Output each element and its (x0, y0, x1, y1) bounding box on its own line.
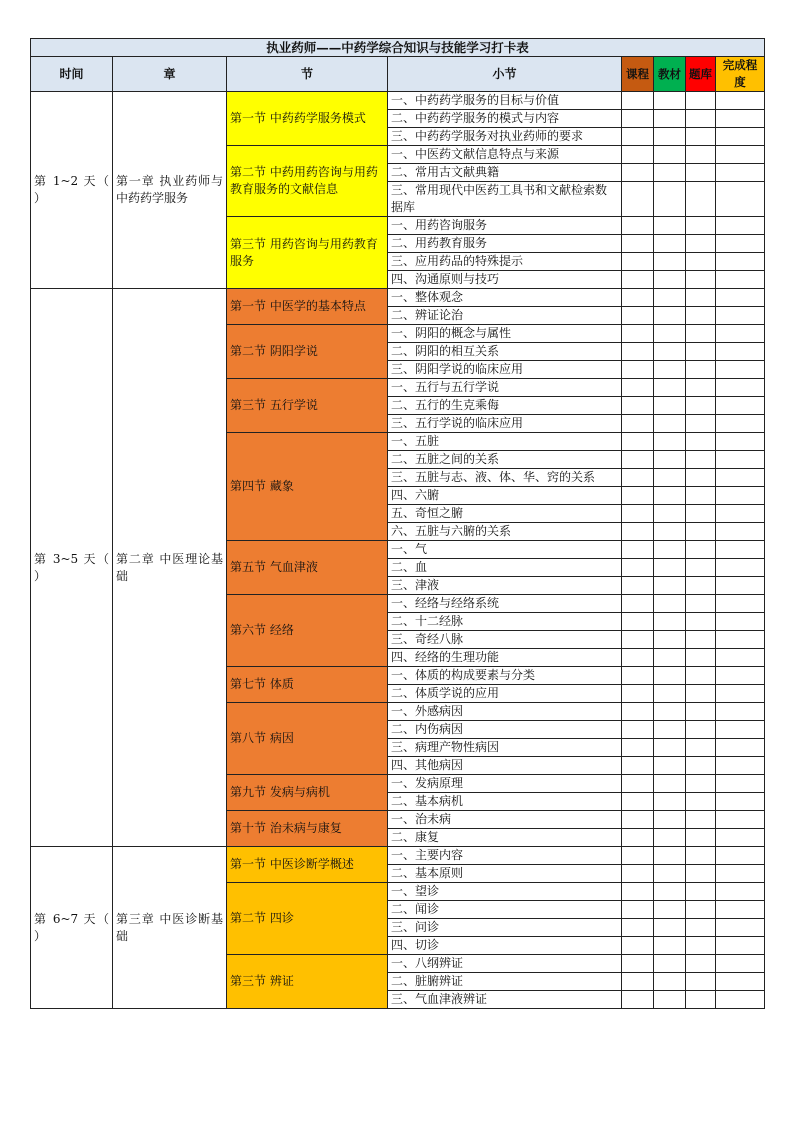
subsection-item: 二、十二经脉 (388, 613, 622, 631)
subsection-item: 二、内伤病因 (388, 721, 622, 739)
completion-check-box[interactable] (716, 433, 765, 451)
table-row (31, 289, 765, 307)
subsection-item: 二、基本病机 (388, 793, 622, 811)
section-title: 第二节 四诊 (227, 883, 388, 955)
textbook-check-box[interactable] (654, 667, 686, 685)
course-check-box[interactable] (622, 631, 654, 649)
subsection-item: 三、问诊 (388, 919, 622, 937)
course-check-box[interactable] (622, 973, 654, 991)
completion-check-box[interactable] (716, 271, 765, 289)
subsection-item: 二、脏腑辨证 (388, 973, 622, 991)
textbook-check-box[interactable] (654, 289, 686, 307)
question-bank-check-box[interactable] (686, 865, 716, 883)
textbook-check-box[interactable] (654, 541, 686, 559)
section-title: 第五节 气血津液 (227, 541, 388, 595)
textbook-check-box[interactable] (654, 182, 686, 217)
chapter-title: 第二章 中医理论基础 (113, 289, 227, 847)
textbook-check-box[interactable] (654, 829, 686, 847)
subsection-item: 一、体质的构成要素与分类 (388, 667, 622, 685)
subsection-item: 四、其他病因 (388, 757, 622, 775)
question-bank-check-box[interactable] (686, 505, 716, 523)
textbook-check-box[interactable] (654, 523, 686, 541)
completion-check-box[interactable] (716, 361, 765, 379)
course-check-box[interactable] (622, 289, 654, 307)
completion-check-box[interactable] (716, 811, 765, 829)
subsection-item: 二、基本原则 (388, 865, 622, 883)
textbook-check-box[interactable] (654, 253, 686, 271)
textbook-check-box[interactable] (654, 128, 686, 146)
textbook-check-box[interactable] (654, 757, 686, 775)
subsection-item: 二、血 (388, 559, 622, 577)
day-range: 第 1~2 天（ ） (31, 92, 113, 289)
header-course: 课程 (622, 57, 654, 92)
course-check-box[interactable] (622, 253, 654, 271)
course-check-box[interactable] (622, 901, 654, 919)
subsection-item: 六、五脏与六腑的关系 (388, 523, 622, 541)
subsection-item: 一、八纲辨证 (388, 955, 622, 973)
completion-check-box[interactable] (716, 613, 765, 631)
completion-check-box[interactable] (716, 235, 765, 253)
question-bank-check-box[interactable] (686, 128, 716, 146)
subsection-item: 一、治未病 (388, 811, 622, 829)
textbook-check-box[interactable] (654, 559, 686, 577)
question-bank-check-box[interactable] (686, 253, 716, 271)
header-textbook: 教材 (654, 57, 686, 92)
subsection-item: 一、主要内容 (388, 847, 622, 865)
subsection-item: 三、奇经八脉 (388, 631, 622, 649)
question-bank-check-box[interactable] (686, 397, 716, 415)
course-check-box[interactable] (622, 613, 654, 631)
course-check-box[interactable] (622, 271, 654, 289)
course-check-box[interactable] (622, 757, 654, 775)
section-title: 第八节 病因 (227, 703, 388, 775)
question-bank-check-box[interactable] (686, 235, 716, 253)
subsection-item: 四、经络的生理功能 (388, 649, 622, 667)
textbook-check-box[interactable] (654, 415, 686, 433)
course-check-box[interactable] (622, 110, 654, 128)
subsection-item: 三、常用现代中医药工具书和文献检索数据库 (388, 182, 622, 217)
subsection-item: 一、外感病因 (388, 703, 622, 721)
course-check-box[interactable] (622, 307, 654, 325)
completion-check-box[interactable] (716, 469, 765, 487)
textbook-check-box[interactable] (654, 901, 686, 919)
textbook-check-box[interactable] (654, 577, 686, 595)
table-row (31, 847, 765, 865)
completion-check-box[interactable] (716, 721, 765, 739)
question-bank-check-box[interactable] (686, 217, 716, 235)
subsection-item: 三、应用药品的特殊提示 (388, 253, 622, 271)
textbook-check-box[interactable] (654, 865, 686, 883)
completion-check-box[interactable] (716, 793, 765, 811)
textbook-check-box[interactable] (654, 379, 686, 397)
completion-check-box[interactable] (716, 703, 765, 721)
course-check-box[interactable] (622, 577, 654, 595)
subsection-item: 三、气血津液辨证 (388, 991, 622, 1009)
course-check-box[interactable] (622, 595, 654, 613)
textbook-check-box[interactable] (654, 793, 686, 811)
course-check-box[interactable] (622, 433, 654, 451)
course-check-box[interactable] (622, 325, 654, 343)
course-check-box[interactable] (622, 361, 654, 379)
question-bank-check-box[interactable] (686, 559, 716, 577)
section-title: 第一节 中药药学服务模式 (227, 92, 388, 146)
textbook-check-box[interactable] (654, 146, 686, 164)
section-title: 第三节 五行学说 (227, 379, 388, 433)
course-check-box[interactable] (622, 955, 654, 973)
subsection-item: 一、五脏 (388, 433, 622, 451)
question-bank-check-box[interactable] (686, 955, 716, 973)
completion-check-box[interactable] (716, 685, 765, 703)
question-bank-check-box[interactable] (686, 146, 716, 164)
question-bank-check-box[interactable] (686, 937, 716, 955)
course-check-box[interactable] (622, 415, 654, 433)
course-check-box[interactable] (622, 505, 654, 523)
textbook-check-box[interactable] (654, 343, 686, 361)
completion-check-box[interactable] (716, 505, 765, 523)
subsection-item: 一、中医药文献信息特点与来源 (388, 146, 622, 164)
question-bank-check-box[interactable] (686, 973, 716, 991)
course-check-box[interactable] (622, 739, 654, 757)
question-bank-check-box[interactable] (686, 631, 716, 649)
completion-check-box[interactable] (716, 919, 765, 937)
completion-check-box[interactable] (716, 164, 765, 182)
textbook-check-box[interactable] (654, 307, 686, 325)
question-bank-check-box[interactable] (686, 487, 716, 505)
completion-check-box[interactable] (716, 829, 765, 847)
textbook-check-box[interactable] (654, 883, 686, 901)
subsection-item: 三、中药药学服务对执业药师的要求 (388, 128, 622, 146)
completion-check-box[interactable] (716, 253, 765, 271)
completion-check-box[interactable] (716, 182, 765, 217)
subsection-item: 一、经络与经络系统 (388, 595, 622, 613)
question-bank-check-box[interactable] (686, 901, 716, 919)
question-bank-check-box[interactable] (686, 649, 716, 667)
subsection-item: 三、病理产物性病因 (388, 739, 622, 757)
subsection-item: 四、沟通原则与技巧 (388, 271, 622, 289)
subsection-item: 一、气 (388, 541, 622, 559)
subsection-item: 二、闻诊 (388, 901, 622, 919)
question-bank-check-box[interactable] (686, 847, 716, 865)
textbook-check-box[interactable] (654, 847, 686, 865)
course-check-box[interactable] (622, 775, 654, 793)
course-check-box[interactable] (622, 379, 654, 397)
subsection-item: 三、五行学说的临床应用 (388, 415, 622, 433)
subsection-item: 二、康复 (388, 829, 622, 847)
question-bank-check-box[interactable] (686, 271, 716, 289)
course-check-box[interactable] (622, 164, 654, 182)
table-row (31, 92, 765, 110)
section-title: 第二节 阴阳学说 (227, 325, 388, 379)
textbook-check-box[interactable] (654, 325, 686, 343)
course-check-box[interactable] (622, 541, 654, 559)
course-check-box[interactable] (622, 685, 654, 703)
course-check-box[interactable] (622, 146, 654, 164)
subsection-item: 一、阴阳的概念与属性 (388, 325, 622, 343)
chapter-title: 第一章 执业药师与中药药学服务 (113, 92, 227, 289)
completion-check-box[interactable] (716, 487, 765, 505)
question-bank-check-box[interactable] (686, 325, 716, 343)
textbook-check-box[interactable] (654, 631, 686, 649)
question-bank-check-box[interactable] (686, 883, 716, 901)
section-title: 第一节 中医学的基本特点 (227, 289, 388, 325)
question-bank-check-box[interactable] (686, 721, 716, 739)
completion-check-box[interactable] (716, 973, 765, 991)
textbook-check-box[interactable] (654, 649, 686, 667)
question-bank-check-box[interactable] (686, 110, 716, 128)
question-bank-check-box[interactable] (686, 541, 716, 559)
course-check-box[interactable] (622, 793, 654, 811)
textbook-check-box[interactable] (654, 469, 686, 487)
table-body (31, 92, 765, 1009)
textbook-check-box[interactable] (654, 973, 686, 991)
course-check-box[interactable] (622, 451, 654, 469)
textbook-check-box[interactable] (654, 164, 686, 182)
question-bank-check-box[interactable] (686, 451, 716, 469)
subsection-item: 三、阴阳学说的临床应用 (388, 361, 622, 379)
textbook-check-box[interactable] (654, 685, 686, 703)
subsection-item: 三、五脏与志、液、体、华、窍的关系 (388, 469, 622, 487)
question-bank-check-box[interactable] (686, 92, 716, 110)
question-bank-check-box[interactable] (686, 289, 716, 307)
textbook-check-box[interactable] (654, 955, 686, 973)
subsection-item: 四、六腑 (388, 487, 622, 505)
question-bank-check-box[interactable] (686, 811, 716, 829)
course-check-box[interactable] (622, 128, 654, 146)
day-range: 第 6~7 天（ ） (31, 847, 113, 1009)
textbook-check-box[interactable] (654, 451, 686, 469)
subsection-item: 二、辨证论治 (388, 307, 622, 325)
course-check-box[interactable] (622, 487, 654, 505)
question-bank-check-box[interactable] (686, 703, 716, 721)
course-check-box[interactable] (622, 235, 654, 253)
completion-check-box[interactable] (716, 559, 765, 577)
course-check-box[interactable] (622, 991, 654, 1009)
completion-check-box[interactable] (716, 217, 765, 235)
textbook-check-box[interactable] (654, 433, 686, 451)
course-check-box[interactable] (622, 865, 654, 883)
question-bank-check-box[interactable] (686, 595, 716, 613)
header-completion: 完成程度 (716, 57, 765, 92)
completion-check-box[interactable] (716, 92, 765, 110)
subsection-item: 二、五脏之间的关系 (388, 451, 622, 469)
course-check-box[interactable] (622, 721, 654, 739)
question-bank-check-box[interactable] (686, 793, 716, 811)
subsection-item: 二、常用古文献典籍 (388, 164, 622, 182)
subsection-item: 一、发病原理 (388, 775, 622, 793)
textbook-check-box[interactable] (654, 739, 686, 757)
completion-check-box[interactable] (716, 901, 765, 919)
completion-check-box[interactable] (716, 541, 765, 559)
subsection-item: 二、中药药学服务的模式与内容 (388, 110, 622, 128)
textbook-check-box[interactable] (654, 703, 686, 721)
section-title: 第二节 中药用药咨询与用药教育服务的文献信息 (227, 146, 388, 217)
completion-check-box[interactable] (716, 955, 765, 973)
question-bank-check-box[interactable] (686, 739, 716, 757)
completion-check-box[interactable] (716, 128, 765, 146)
textbook-check-box[interactable] (654, 217, 686, 235)
subsection-item: 一、用药咨询服务 (388, 217, 622, 235)
completion-check-box[interactable] (716, 146, 765, 164)
section-title: 第九节 发病与病机 (227, 775, 388, 811)
header-subsection: 小节 (388, 57, 622, 92)
question-bank-check-box[interactable] (686, 379, 716, 397)
completion-check-box[interactable] (716, 577, 765, 595)
course-check-box[interactable] (622, 703, 654, 721)
course-check-box[interactable] (622, 523, 654, 541)
course-check-box[interactable] (622, 829, 654, 847)
completion-check-box[interactable] (716, 631, 765, 649)
subsection-item: 二、用药教育服务 (388, 235, 622, 253)
day-range: 第 3~5 天（ ） (31, 289, 113, 847)
question-bank-check-box[interactable] (686, 829, 716, 847)
subsection-item: 二、体质学说的应用 (388, 685, 622, 703)
course-check-box[interactable] (622, 559, 654, 577)
completion-check-box[interactable] (716, 667, 765, 685)
completion-check-box[interactable] (716, 847, 765, 865)
study-checkin-table (30, 38, 765, 1009)
course-check-box[interactable] (622, 667, 654, 685)
subsection-item: 一、五行与五行学说 (388, 379, 622, 397)
completion-check-box[interactable] (716, 397, 765, 415)
subsection-item: 一、中药药学服务的目标与价值 (388, 92, 622, 110)
course-check-box[interactable] (622, 811, 654, 829)
question-bank-check-box[interactable] (686, 361, 716, 379)
header-section: 节 (227, 57, 388, 92)
completion-check-box[interactable] (716, 883, 765, 901)
completion-check-box[interactable] (716, 523, 765, 541)
question-bank-check-box[interactable] (686, 307, 716, 325)
question-bank-check-box[interactable] (686, 343, 716, 361)
textbook-check-box[interactable] (654, 991, 686, 1009)
header-time: 时间 (31, 57, 113, 92)
textbook-check-box[interactable] (654, 937, 686, 955)
textbook-check-box[interactable] (654, 92, 686, 110)
textbook-check-box[interactable] (654, 595, 686, 613)
completion-check-box[interactable] (716, 937, 765, 955)
question-bank-check-box[interactable] (686, 991, 716, 1009)
subsection-item: 一、望诊 (388, 883, 622, 901)
course-check-box[interactable] (622, 343, 654, 361)
completion-check-box[interactable] (716, 991, 765, 1009)
course-check-box[interactable] (622, 937, 654, 955)
textbook-check-box[interactable] (654, 721, 686, 739)
question-bank-check-box[interactable] (686, 433, 716, 451)
textbook-check-box[interactable] (654, 613, 686, 631)
question-bank-check-box[interactable] (686, 415, 716, 433)
completion-check-box[interactable] (716, 325, 765, 343)
section-title: 第三节 辨证 (227, 955, 388, 1009)
completion-check-box[interactable] (716, 415, 765, 433)
subsection-item: 四、切诊 (388, 937, 622, 955)
course-check-box[interactable] (622, 883, 654, 901)
header-question-bank: 题库 (686, 57, 716, 92)
textbook-check-box[interactable] (654, 811, 686, 829)
textbook-check-box[interactable] (654, 271, 686, 289)
textbook-check-box[interactable] (654, 775, 686, 793)
question-bank-check-box[interactable] (686, 919, 716, 937)
subsection-item: 一、整体观念 (388, 289, 622, 307)
question-bank-check-box[interactable] (686, 182, 716, 217)
subsection-item: 二、五行的生克乘侮 (388, 397, 622, 415)
course-check-box[interactable] (622, 847, 654, 865)
section-title: 第三节 用药咨询与用药教育服务 (227, 217, 388, 289)
completion-check-box[interactable] (716, 739, 765, 757)
completion-check-box[interactable] (716, 757, 765, 775)
course-check-box[interactable] (622, 92, 654, 110)
completion-check-box[interactable] (716, 865, 765, 883)
completion-check-box[interactable] (716, 307, 765, 325)
completion-check-box[interactable] (716, 649, 765, 667)
subsection-item: 三、津液 (388, 577, 622, 595)
textbook-check-box[interactable] (654, 397, 686, 415)
question-bank-check-box[interactable] (686, 164, 716, 182)
textbook-check-box[interactable] (654, 487, 686, 505)
textbook-check-box[interactable] (654, 235, 686, 253)
subsection-item: 二、阴阳的相互关系 (388, 343, 622, 361)
course-check-box[interactable] (622, 397, 654, 415)
question-bank-check-box[interactable] (686, 757, 716, 775)
textbook-check-box[interactable] (654, 919, 686, 937)
section-title: 第十节 治未病与康复 (227, 811, 388, 847)
question-bank-check-box[interactable] (686, 577, 716, 595)
course-check-box[interactable] (622, 182, 654, 217)
completion-check-box[interactable] (716, 289, 765, 307)
completion-check-box[interactable] (716, 379, 765, 397)
completion-check-box[interactable] (716, 775, 765, 793)
section-title: 第六节 经络 (227, 595, 388, 667)
course-check-box[interactable] (622, 649, 654, 667)
question-bank-check-box[interactable] (686, 667, 716, 685)
question-bank-check-box[interactable] (686, 469, 716, 487)
completion-check-box[interactable] (716, 595, 765, 613)
question-bank-check-box[interactable] (686, 613, 716, 631)
question-bank-check-box[interactable] (686, 685, 716, 703)
completion-check-box[interactable] (716, 451, 765, 469)
question-bank-check-box[interactable] (686, 523, 716, 541)
table-title: 执业药师——中药学综合知识与技能学习打卡表 (31, 39, 765, 57)
textbook-check-box[interactable] (654, 505, 686, 523)
course-check-box[interactable] (622, 217, 654, 235)
header-chapter: 章 (113, 57, 227, 92)
chapter-title: 第三章 中医诊断基础 (113, 847, 227, 1009)
section-title: 第七节 体质 (227, 667, 388, 703)
question-bank-check-box[interactable] (686, 775, 716, 793)
textbook-check-box[interactable] (654, 361, 686, 379)
section-title: 第四节 藏象 (227, 433, 388, 541)
completion-check-box[interactable] (716, 110, 765, 128)
section-title: 第一节 中医诊断学概述 (227, 847, 388, 883)
subsection-item: 五、奇恒之腑 (388, 505, 622, 523)
textbook-check-box[interactable] (654, 110, 686, 128)
completion-check-box[interactable] (716, 343, 765, 361)
course-check-box[interactable] (622, 919, 654, 937)
course-check-box[interactable] (622, 469, 654, 487)
